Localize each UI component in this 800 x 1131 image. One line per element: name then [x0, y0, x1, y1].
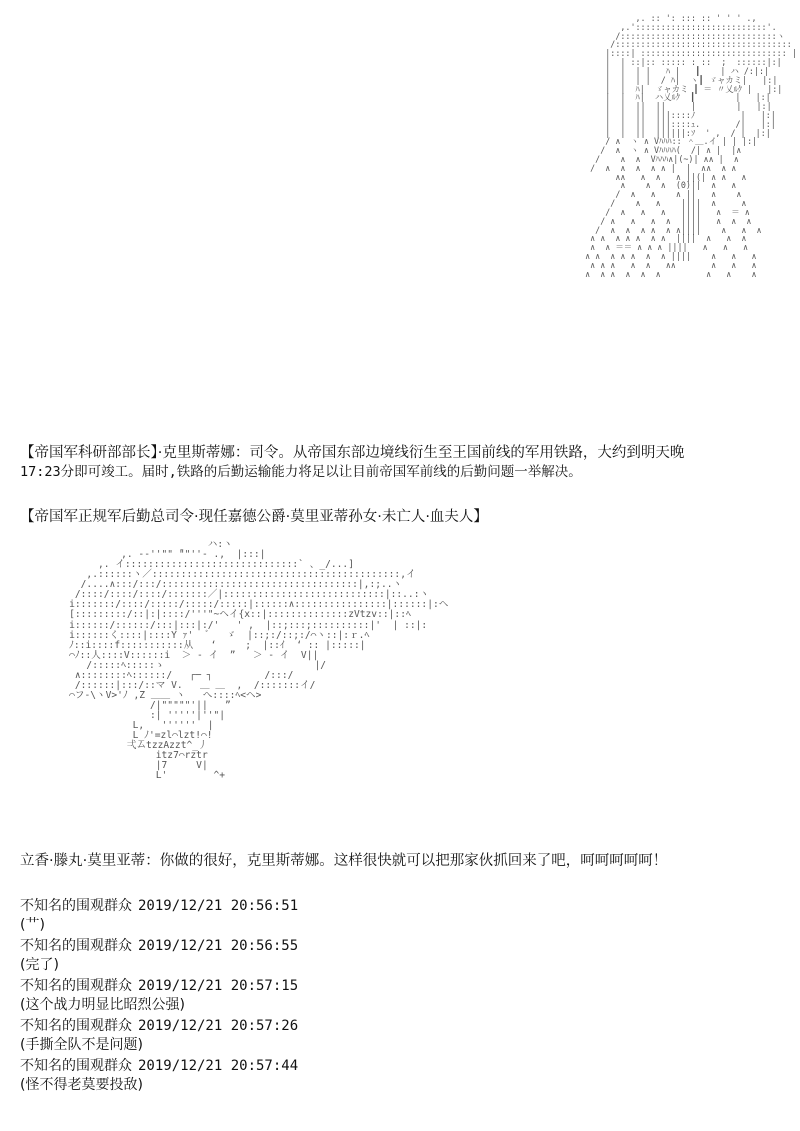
comment-user: 不知名的围观群众: [20, 1018, 132, 1034]
comment-list: [20, 897, 298, 1097]
ascii-art-character-middle: ハ:ヽ ,. -‐''"" ̄""''- ., |:::| ,. イ::::::::::::::::::::::::::::::` 、_/...] ,.::::::ヽ／:::::::::::::::::::::::::::::::::::::::::::,イ /....∧:::/:::/::::::::::::::::::::::::::::::::::|,:;..ヽ /::::/::::/::::/:::::::／|::::::::::::::::::::::::::::|::..:ヽ i:::::::/::::/:::::/:::::/:::::|::::::∧::::::::::::::::|::::::|:ヘ [:::::::::/::|:|::::/'''"~ヘイ{x::|::::::::::::::zVtzv::|::ﾍ i::::::/::::::/:::|:::|:/' ' , |::;:::;::::::::::|' | ::|: i::::::く::::|::::Y ｧ' ゛ ゞ |::;:/::;:/⌒ヽ::|:ｒ.ﾍ ﾉ::i::::f:::::::::::从 ‘ ; |::ｲ ‘ :: |:::::| ⌒ﾉ::人::::V::::::i ＞ - イ ” ＞ - イ V|| /:::::ﾍ:::::ゝ |/ ∧::::::::ﾍ::::::/ ┌─ ┐ /:::/ /::::::|:::/::マ V. ＿ ＿ , /:::::::イ/ ⌒フ-\ヽV>'ﾉ ,Z ＿＿ ヽ へ::::ﾍ<ヘ> /|"""""'|| ” :| '''''|''"| L, '''''' | L_ﾉ'=zl⌒lzt!⌒! 弌ムtzzAzzt^_丿 itz7⌒rztr |7 V| L' ^+: [69, 539, 449, 782]
narration-line-1: 【帝国军科研部部长】·克里斯蒂娜：司令。从帝国东部边境线衍生至王国前线的军用铁路，大约到明天晚: [20, 445, 685, 461]
comment-meta: [20, 1017, 298, 1036]
comment-user: 不知名的围观群众: [20, 1058, 132, 1074]
comment-meta: [20, 937, 298, 956]
comment-meta: [20, 897, 298, 916]
ascii-art-character-top: ,. :: ': ::: :: ' ' ' ., ,.'::::::::::::::::::::::::::'. /:::::::::::::::::::::::::::::::ヽ /::::::::::::::::::::::::::::::::::: |::::| ::::::::::::::::::::::::::::: | | | ::|:: ::::: : :: ; ::::::|:| | | | | ﾊ | ┃ | ハ /:|:| | | | | / ﾊ| ヽ┃ ゞャカミ| |:| | | ﾊ| ゞャカミ ┃ ＝ 〃乂ﾙｸ | |:| | | ﾊ| ハ乂ﾙｸ ┃ | |:| | | || || | | |:| | | || |||::::ﾉ | |:| | | || |||::::ｭ. /| |:| | | || ||||||:ｿ ' , / | |:| / ∧ ヽ ∧ Vﾊﾊﾊ:: ＾＿.イ | | |:| / ∧ ヽ ∧ Vﾊﾊﾊﾊ( /| ∧ | |∧ / ∧ ∧ Vﾊﾊﾊ∧|(~)| ∧∧ | ∧ / ∧ ∧ ∧ ∧ ∧ | | ∧∧ ∧ ∧ ∧∧ ∧ ∧ ∧ ||(| ∧ ∧ ∧ ∧ ∧ ∧ (0)|| ∧ ∧ / ∧ ∧ ∧ || ∧ ∧ / ∧ ∧ |||| ∧ ∧ / ∧ ∧ ∧ |||| ∧ ＝ ∧ / ∧ ∧ ∧ ∧ |||| ∧ ∧ ∧ / ∧ ∧ ∧ ∧ ∧ ∧|||| ∧ ∧ ∧ ∧ ∧ ∧ ∧ ∧ ∧ ∧ |||| ∧ ∧ ∧ ∧ ∧ ＝＝ ∧ ∧ ∧ |||| ∧ ∧ ∧ ∧ ∧ ∧ ∧ ∧ ∧ ∧ |||| ∧ ∧ ∧ ∧ ∧ ∧ ∧ ∧ ∧∧ ∧ ∧ ∧ ∧ ∧ ∧ ∧ ∧ ∧ ∧ ∧ ∧: [585, 13, 797, 279]
comment-timestamp: 2019/12/21 20:57:26: [138, 1018, 299, 1034]
comment-user: 不知名的围观群众: [20, 938, 132, 954]
character-title-heading: 【帝国军正规军后勤总司令·现任嘉德公爵·莫里亚蒂孙女·未亡人·血夫人】: [20, 509, 488, 525]
comment-item: [20, 977, 298, 1015]
comment-item: [20, 897, 298, 935]
comment-text: (完了): [20, 957, 59, 973]
comment-text: (手撕全队不是问题): [20, 1037, 143, 1053]
narration-paragraph: [20, 444, 684, 482]
comment-user: 不知名的围观群众: [20, 898, 132, 914]
comment-text: (这个战力明显比昭烈公强): [20, 997, 185, 1013]
comment-timestamp: 2019/12/21 20:57:15: [138, 978, 299, 994]
narration-line-2: 17:23分即可竣工。届时,铁路的后勤运输能力将足以让目前帝国军前线的后勤问题一举解决。: [20, 464, 582, 480]
comment-timestamp: 2019/12/21 20:57:44: [138, 1058, 299, 1074]
comment-item: [20, 937, 298, 975]
comment-meta: [20, 977, 298, 996]
comment-user: 不知名的围观群众: [20, 978, 132, 994]
comment-text: (怪不得老莫要投敌): [20, 1077, 143, 1093]
dialogue-line: 立香·滕丸·莫里亚蒂：你做的很好，克里斯蒂娜。这样很快就可以把那家伙抓回来了吧，呵呵呵呵呵！: [20, 853, 668, 869]
comment-timestamp: 2019/12/21 20:56:55: [138, 938, 299, 954]
comment-item: [20, 1017, 298, 1055]
comment-item: [20, 1057, 298, 1095]
comment-timestamp: 2019/12/21 20:56:51: [138, 898, 299, 914]
comment-meta: [20, 1057, 298, 1076]
comment-text: (艹): [20, 917, 45, 933]
